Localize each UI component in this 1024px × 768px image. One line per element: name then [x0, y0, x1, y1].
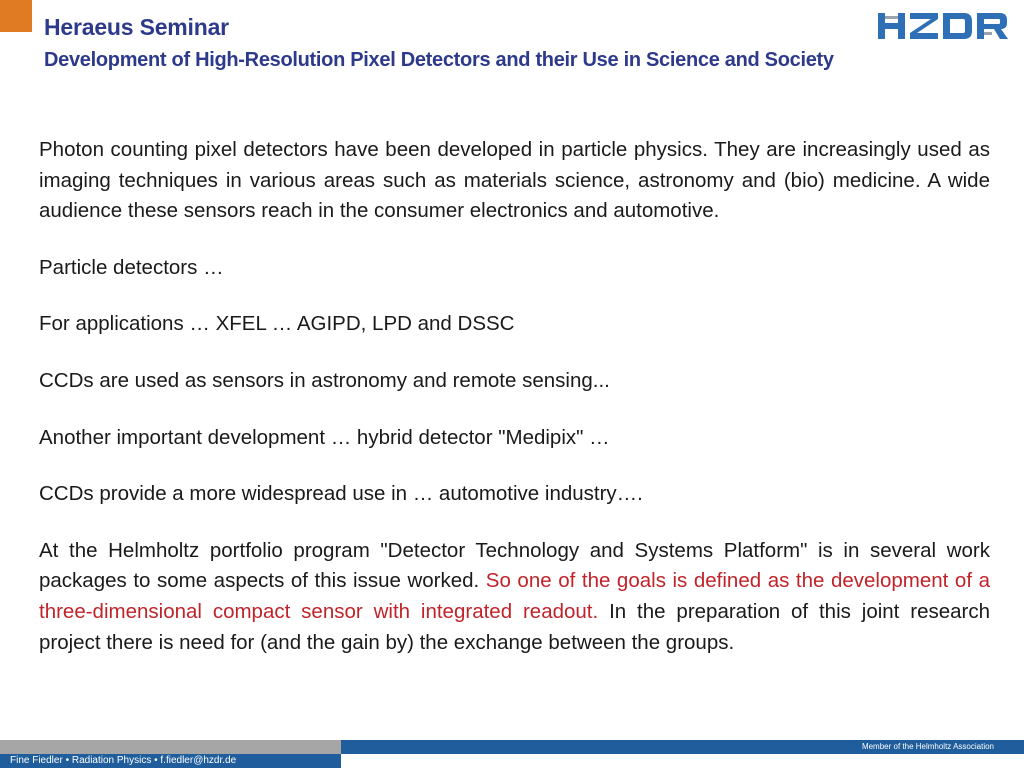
bullet-ccds-automotive: CCDs provide a more widespread use in … automotive industry….	[39, 482, 643, 506]
helmholtz-text-start: At the Helmholtz portfolio program "Detector Technology and Systems Platform" is in several work packages to some aspects of this issue worked.	[39, 538, 990, 593]
slide-title: Heraeus Seminar	[44, 14, 229, 40]
slide-subtitle: Development of High-Resolution Pixel Detectors and their Use in Science and Society	[44, 49, 834, 71]
footer-author-text: Fine Fiedler • Radiation Physics • f.fiedler@hzdr.de	[10, 755, 237, 766]
footer-member-text: Member of the Helmholtz Association	[861, 742, 994, 751]
hzdr-logo	[876, 10, 1010, 42]
helmholtz-text-end: In the preparation of this joint research project there is need for (and the gain by) the exchange between the groups.	[39, 599, 990, 654]
helmholtz-paragraph	[39, 536, 990, 658]
footer-gray-bar	[0, 740, 341, 754]
highlighted-goal: So one of the goals is defined as the development of a three-dimensional compact sensor with integrated readout.	[39, 569, 990, 623]
bullet-particle-detectors: Particle detectors …	[39, 255, 224, 279]
footer-white-strip	[341, 754, 1024, 768]
intro-paragraph: Photon counting pixel detectors have been developed in particle physics. They are increasingly used as imaging techniques in various areas such as materials science, astronomy and (bio) medicine. A wide audience these sensors reach in the consumer electronics and automotive.	[39, 138, 990, 223]
accent-square	[0, 0, 32, 32]
bullet-applications: For applications … XFEL … AGIPD, LPD and DSSC	[39, 312, 515, 336]
slide-content	[39, 135, 990, 658]
bullet-ccds-astronomy: CCDs are used as sensors in astronomy and remote sensing...	[39, 368, 610, 392]
bullet-medipix: Another important development … hybrid detector "Medipix" …	[39, 425, 610, 449]
